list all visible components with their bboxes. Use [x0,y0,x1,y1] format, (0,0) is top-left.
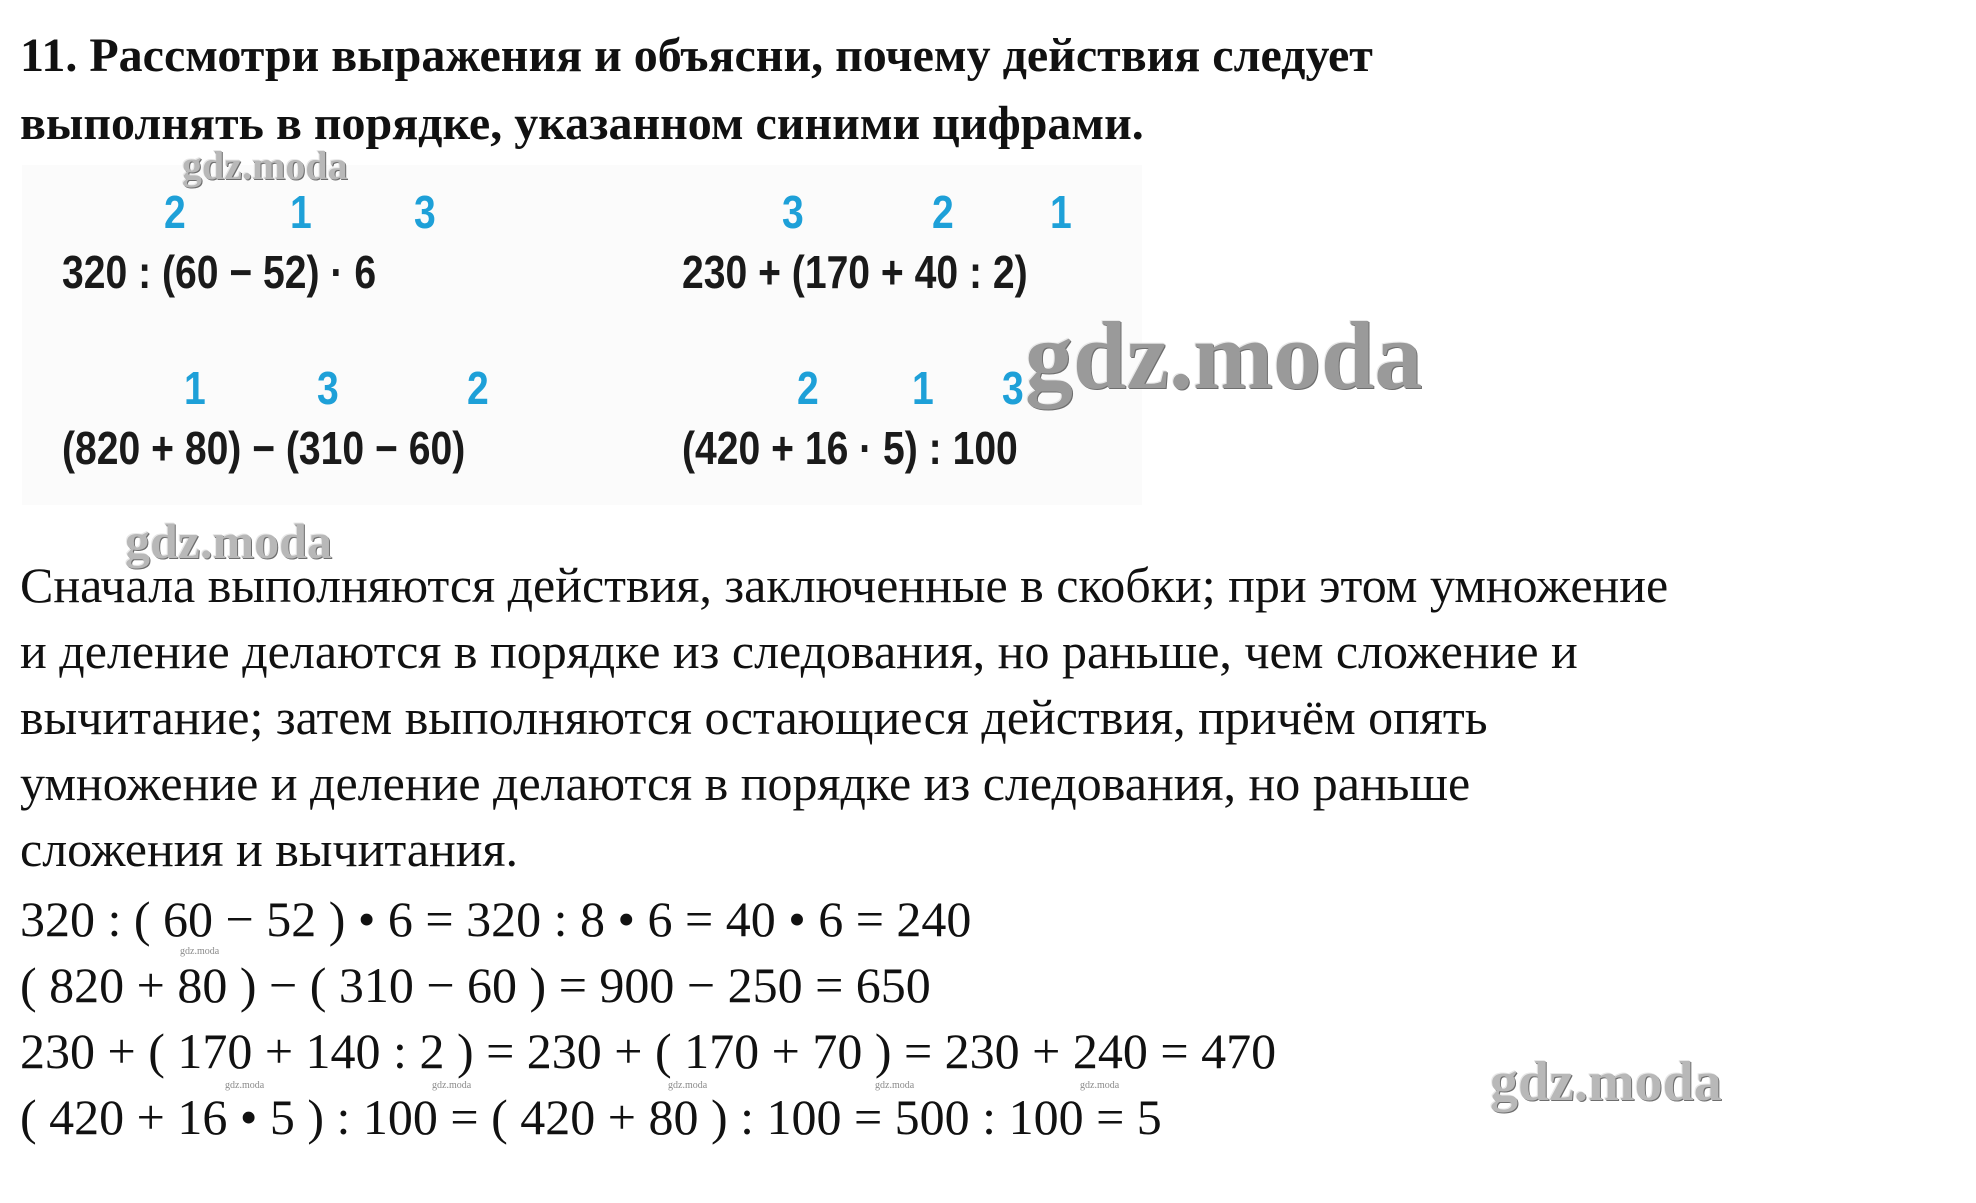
expression-text: 320 : (60 − 52) · 6 [62,246,377,298]
watermark: gdz.moda [180,946,220,957]
order-number: 1 [290,186,312,238]
watermark: gdz.moda [875,1080,915,1091]
expression-text: 230 + (170 + 40 : 2) [682,246,1028,298]
task-title-line: 11. Рассмотри выражения и объясни, почему действия следует [20,29,1373,82]
watermark: gdz.moda [668,1080,708,1091]
watermark: gdz.moda [1490,1051,1722,1113]
order-number: 2 [932,186,954,238]
explanation-line: умножение и деление делаются в порядке из следования, но раньше [20,755,1471,811]
solution-line: 230 + ( 170 + 140 : 2 ) = 230 + ( 170 + 70 ) = 230 + 240 = 470 [20,1023,1277,1079]
explanation-line: вычитание; затем выполняются остающиеся действия, причём опять [20,689,1488,745]
solution-line: 320 : ( 60 − 52 ) • 6 = 320 : 8 • 6 = 40 • 6 = 240 [20,891,972,947]
order-number: 1 [184,362,206,414]
watermark: gdz.moda [225,1080,265,1091]
watermark: gdz.moda [1025,302,1423,409]
order-number: 2 [467,362,489,414]
solution-line: ( 820 + 80 ) − ( 310 − 60 ) = 900 − 250 = 650 [20,957,931,1013]
order-number: 2 [164,186,186,238]
order-number: 3 [1002,362,1024,414]
watermark: gdz.moda [182,143,348,188]
order-number: 1 [1050,186,1072,238]
explanation-line: Сначала выполняются действия, заключенные в скобки; при этом умножение [20,557,1669,613]
watermark: gdz.moda [432,1080,472,1091]
order-number: 3 [782,186,804,238]
task-title-line: выполнять в порядке, указанном синими цифрами. [20,97,1144,150]
expression-text: (820 + 80) − (310 − 60) [62,422,466,474]
textbook-expressions-image [22,165,1142,505]
order-number: 1 [912,362,934,414]
order-number: 3 [414,186,436,238]
expression-text: (420 + 16 · 5) : 100 [682,422,1018,474]
watermark: gdz.moda [1080,1080,1120,1091]
task-title [20,22,1920,158]
solution-line: ( 420 + 16 • 5 ) : 100 = ( 420 + 80 ) : 100 = 500 : 100 = 5 [20,1089,1162,1145]
explanation-line: и деление делаются в порядке из следования, но раньше, чем сложение и [20,623,1578,679]
watermark: gdz.moda [125,513,332,569]
order-number: 2 [797,362,819,414]
order-number: 3 [317,362,339,414]
explanation-line: сложения и вычитания. [20,821,519,877]
explanation-text [20,552,1965,882]
